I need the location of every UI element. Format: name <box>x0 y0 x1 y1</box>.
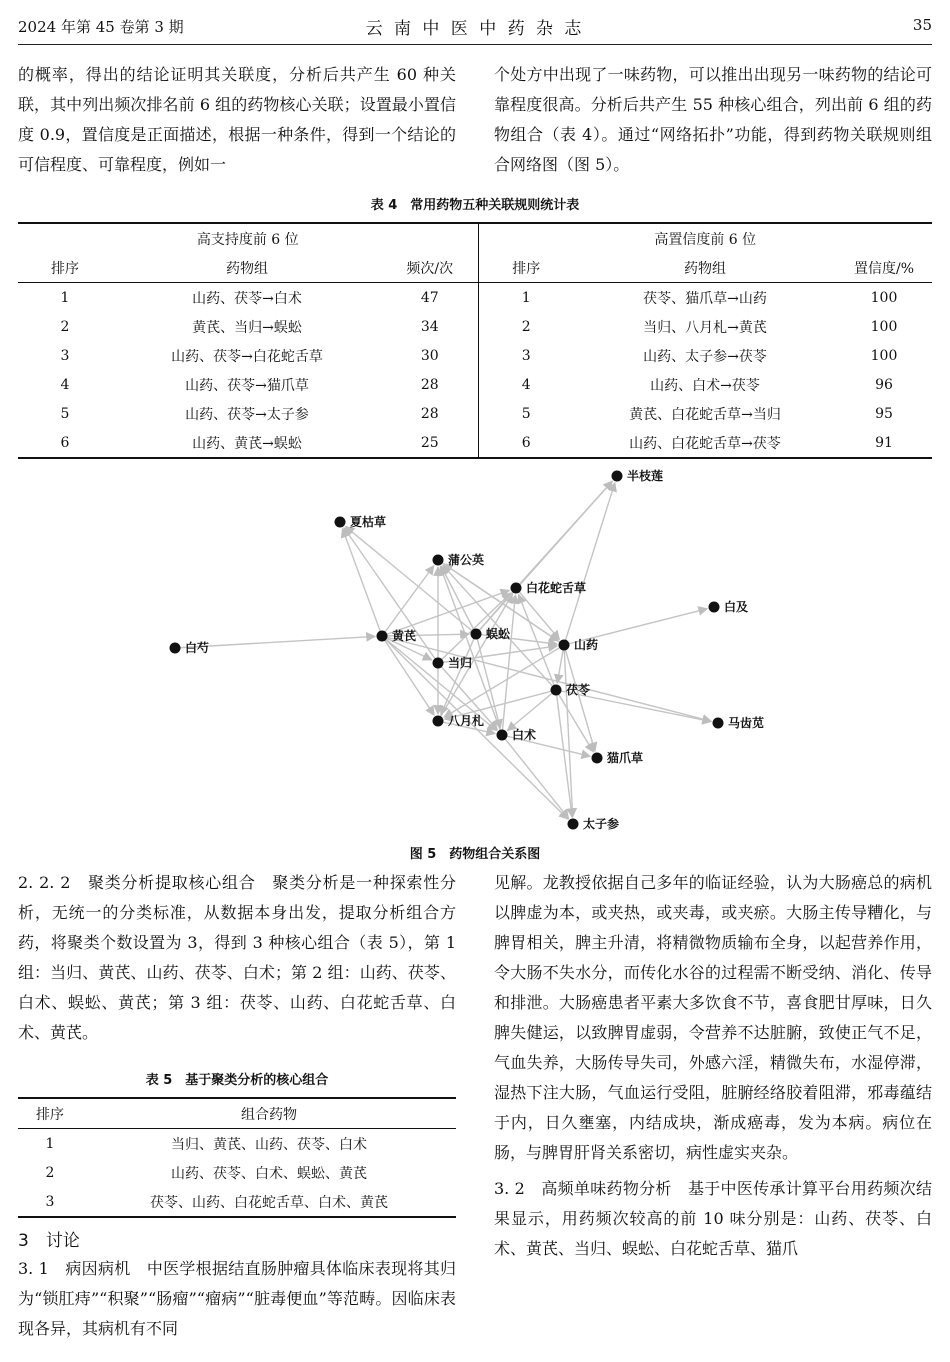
table-row <box>18 1129 456 1159</box>
graph-edges <box>175 481 711 819</box>
cell: 1 <box>478 283 574 313</box>
node-label: 白花蛇舌草 <box>526 581 587 595</box>
cell: 山药、茯苓、白术、蜈蚣、黄芪 <box>171 1165 367 1182</box>
column-header: 频次/次 <box>382 253 478 283</box>
cell: 山药、茯苓→白花蛇舌草 <box>171 348 323 365</box>
issue-info: 2024 年第 45 卷第 3 期 <box>18 18 184 36</box>
edge-蜈蚣-八月札 <box>441 634 476 715</box>
edge-山药-茯苓 <box>557 645 564 683</box>
column-header: 置信度/% <box>836 253 932 283</box>
node-dot <box>497 730 508 741</box>
cell: 4 <box>60 376 70 393</box>
cell: 当归、八月札→黄芪 <box>643 319 767 336</box>
edge-白术-白花蛇舌草 <box>502 595 515 735</box>
cell: 6 <box>478 428 574 458</box>
header-rule <box>18 44 932 45</box>
node-dot <box>433 658 444 669</box>
table-row <box>18 399 932 428</box>
cell: 黄芪、白花蛇舌草→当归 <box>629 406 781 423</box>
edge-黄芪-马齿苋 <box>382 636 711 721</box>
node-dot <box>170 643 181 654</box>
node-label: 八月札 <box>448 714 485 728</box>
edge-黄芪-夏枯草 <box>342 529 382 636</box>
cell: 96 <box>875 376 893 393</box>
node-label: 夏枯草 <box>350 515 387 529</box>
cell: 2 <box>60 318 70 335</box>
table5-caption: 表 5 基于聚类分析的核心组合 <box>145 1073 329 1088</box>
cell: 当归、黄芪、山药、茯苓、白术 <box>171 1136 367 1153</box>
cell: 4 <box>478 370 574 399</box>
section-32-paragraph: 3. 2 高频单味药物分析 基于中医传承计算平台用药频次结果显示，用药频次较高的前 10 味分别是：山药、茯苓、白术、黄芪、当归、蜈蚣、白花蛇舌草、猫爪 <box>494 1179 932 1258</box>
discussion-right-column <box>494 868 932 1264</box>
intro-right-column <box>494 60 932 180</box>
edge-蜈蚣-蒲公英 <box>441 566 476 634</box>
column-header: 排序 <box>478 253 574 283</box>
journal-title: 云 南 中 医 中 药 杂 志 <box>365 19 585 39</box>
cell: 5 <box>478 399 574 428</box>
node-dot <box>433 555 444 566</box>
node-dot <box>471 629 482 640</box>
node-label: 白芍 <box>185 641 210 655</box>
node-label: 猫爪草 <box>607 751 644 765</box>
figure5-caption: 图 5 药物组合关系图 <box>409 847 541 862</box>
table4-group-header <box>18 223 932 253</box>
node-label: 当归 <box>448 656 473 670</box>
table-row <box>18 341 932 370</box>
node-dot <box>551 685 562 696</box>
cell: 91 <box>836 428 932 458</box>
node-dot <box>433 716 444 727</box>
column-header: 排序 <box>18 1098 82 1129</box>
section-31-column <box>18 1254 456 1344</box>
intro-left-paragraph: 的概率，得出的结论证明其关联度，分析后共产生 60 种关联，其中列出频次排名前 6 组的药物核心关联；设置最小置信度 0.9，置信度是正面描述，根据一种条件，得到一个结论的可信程度、可靠程度，例如一 <box>18 65 456 174</box>
column-header: 排序 <box>18 253 112 283</box>
node-dot <box>568 819 579 830</box>
page-number: 35 <box>912 16 932 34</box>
cell: 山药、茯苓→猫爪草 <box>185 377 309 394</box>
cell: 3 <box>18 1187 82 1217</box>
table4-column-header <box>18 253 932 283</box>
cell: 25 <box>382 428 478 458</box>
edge-白术-太子参 <box>502 735 569 819</box>
node-label: 半枝莲 <box>627 469 664 483</box>
cell: 95 <box>875 405 893 422</box>
node-label: 山药 <box>574 638 599 652</box>
node-label: 白及 <box>724 600 749 614</box>
cell: 山药、茯苓→白术 <box>192 290 302 307</box>
table4-left-group: 高支持度前 6 位 <box>18 223 478 253</box>
table-row <box>18 428 932 458</box>
cell: 100 <box>870 289 898 306</box>
cell: 1 <box>45 1135 55 1152</box>
cell: 2 <box>478 312 574 341</box>
cell: 山药、太子参→茯苓 <box>643 348 767 365</box>
table4 <box>18 222 932 459</box>
table-row <box>18 1187 456 1217</box>
table-row <box>18 370 932 399</box>
column-header: 药物组 <box>574 253 836 283</box>
cell: 34 <box>382 312 478 341</box>
cell: 3 <box>478 341 574 370</box>
cell: 28 <box>382 370 478 399</box>
cell: 山药、黄芪→蜈蚣 <box>112 428 382 458</box>
node-label: 马齿苋 <box>728 716 765 730</box>
cell: 山药、白花蛇舌草→茯苓 <box>574 428 836 458</box>
section-222-column <box>18 868 456 1048</box>
intro-left-column <box>18 60 456 180</box>
section-3-heading: 3 讨论 <box>18 1231 80 1251</box>
cell: 黄芪、当归→蜈蚣 <box>192 319 302 336</box>
discussion-right-paragraph: 见解。龙教授依据自己多年的临证经验，认为大肠癌总的病机以脾虚为本，或夹热，或夹毒，或夹瘀。大肠主传导糟化，与脾胃相关，脾主升清，将精微物质输布全身，以起营养作用，令大肠不失水分，而传化水谷的过程需不断受纳、消化、传导和排泄。大肠癌患者平素大多饮食不节，喜食肥甘厚味，日久脾失健运，以致脾胃虚弱，令营养不达脏腑，致使正气不足，气血失养，大肠传导失司，外感六淫，精微失布，水湿停滞，湿热下注大肠，气血运行受阻，脏腑经络胶着阻滞，邪毒蕴结于内，日久壅塞，内结成块，渐成癌毒，发为本病。病位在肠，与脾胃肝肾关系密切，病性虚实夹杂。 <box>494 873 932 1162</box>
cell: 茯苓、山药、白花蛇舌草、白术、黄芪 <box>82 1187 456 1217</box>
node-label: 太子参 <box>583 817 620 831</box>
edge-白花蛇舌草-山药 <box>516 588 559 640</box>
node-dot <box>511 583 522 594</box>
cell: 3 <box>60 347 70 364</box>
node-dot <box>559 640 570 651</box>
cell: 6 <box>18 428 112 458</box>
table-row <box>18 1158 456 1187</box>
node-dot <box>592 753 603 764</box>
table4-caption: 表 4 常用药物五种关联规则统计表 <box>370 198 580 213</box>
graph-nodes <box>170 468 765 831</box>
drug-network-graph <box>120 462 840 842</box>
table-row <box>18 312 932 341</box>
running-header <box>18 16 932 42</box>
cell: 28 <box>382 399 478 428</box>
edge-黄芪-蒲公英 <box>382 566 434 636</box>
cell: 茯苓、猫爪草→山药 <box>643 290 767 307</box>
intro-right-paragraph: 个处方中出现了一味药物，可以推出出现另一味药物的结论可靠程度很高。分析后共产生 55 种核心组合，列出前 6 组的药物组合（表 4）。通过“网络拓扑”功能，得到药物关联规则组合网络图（图 5）。 <box>494 65 932 174</box>
node-label: 茯苓 <box>566 683 591 697</box>
node-dot <box>713 718 724 729</box>
node-label: 白术 <box>512 728 537 742</box>
column-header: 药物组 <box>112 253 382 283</box>
table5 <box>18 1097 456 1218</box>
section-31-paragraph: 3. 1 病因病机 中医学根据结直肠肿瘤具体临床表现将其归为“锁肛痔”“积聚”“肠瘤”“瘤病”“脏毒便血”等范畴。因临床表现各异，其病机有不同 <box>18 1259 456 1338</box>
cell: 5 <box>60 405 70 422</box>
cell: 1 <box>60 289 70 306</box>
cell: 山药、茯苓→太子参 <box>185 406 309 423</box>
table-row <box>18 283 932 313</box>
cell: 100 <box>870 318 898 335</box>
node-label: 蜈蚣 <box>486 627 511 641</box>
table5-header <box>18 1098 456 1129</box>
node-dot <box>709 602 720 613</box>
section-222-paragraph: 2. 2. 2 聚类分析提取核心组合 聚类分析是一种探索性分析，无统一的分类标准，从数据本身出发，提取分析组合方药，将聚类个数设置为 3，得到 3 种核心组合（表 5），第 1 组：当归、黄芪、山药、茯苓、白术；第 2 组：山药、茯苓、白术、蜈蚣、黄芪；第 3 组：茯苓、山药、白花蛇舌草、白术、黄芪。 <box>18 873 456 1042</box>
cell: 47 <box>382 283 478 313</box>
table4-right-group: 高置信度前 6 位 <box>478 223 932 253</box>
node-dot <box>377 631 388 642</box>
column-header: 组合药物 <box>82 1098 456 1129</box>
cell: 30 <box>382 341 478 370</box>
node-dot <box>612 471 623 482</box>
node-dot <box>335 517 346 528</box>
cell: 2 <box>45 1164 55 1181</box>
node-label: 黄芪 <box>392 629 417 643</box>
edge-茯苓-猫爪草 <box>556 690 593 752</box>
node-label: 蒲公英 <box>448 553 485 567</box>
cell: 山药、白术→茯苓 <box>650 377 760 394</box>
cell: 100 <box>870 347 898 364</box>
